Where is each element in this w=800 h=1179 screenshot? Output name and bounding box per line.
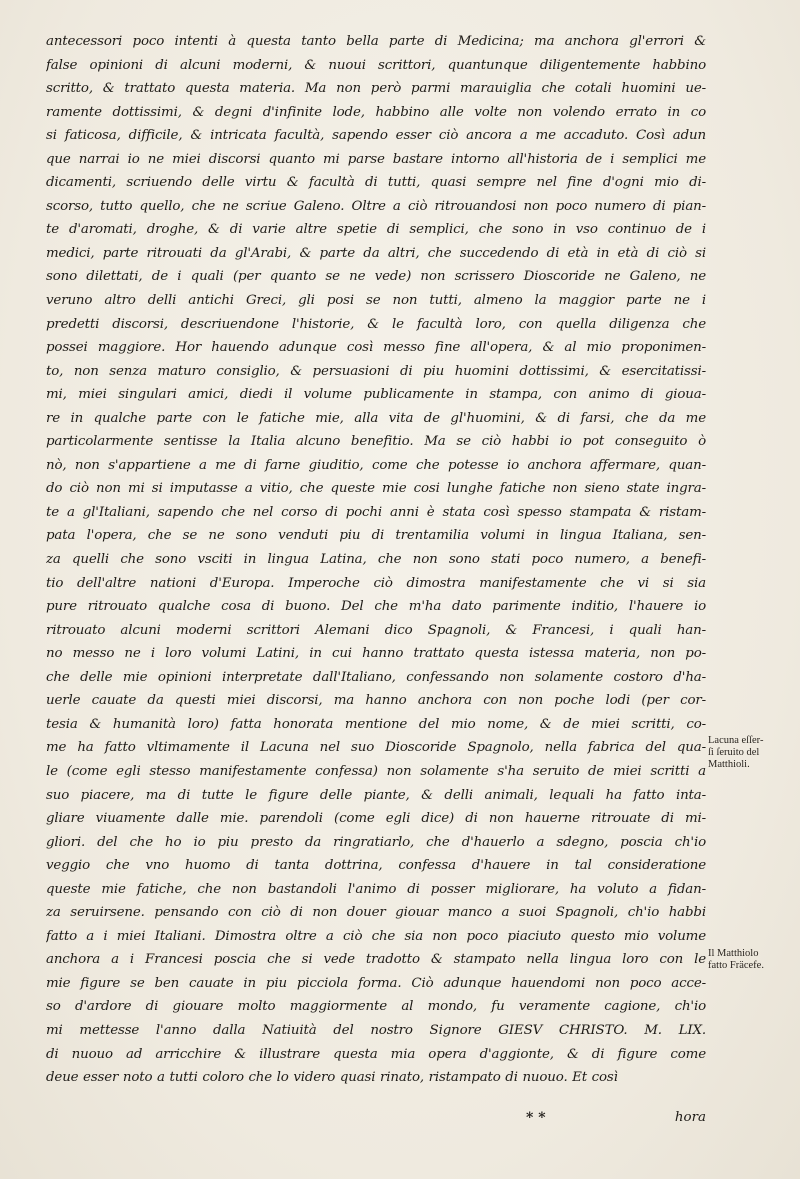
text-line: pata l'opera, che se ne sono venduti piu di trentamilia volumi in lingua Italiana, sen- [46,528,706,544]
text-line: mi mettesse l'anno dalla Natiuità del nostro Signore GIESV CHRISTO. M. LIX. [46,1022,706,1038]
body-text [46,30,706,1090]
text-line: scritto, & trattato questa materia. Ma non però parmi marauiglia che cotali huomini ue- [46,81,706,97]
text-line: mie figure se ben cauate in piu picciola forma. Ciò adunque hauendomi non poco acce- [46,975,706,991]
margin-note-line: fatto Fräcefe. [708,960,764,971]
text-line: che delle mie opinioni interpretate dall'Italiano, confessando non solamente costoro d'ha- [46,669,706,685]
text-line: queste mie fatiche, che non bastandoli l'animo di posser migliorare, ha voluto a fidan- [46,881,706,897]
text-line: za quelli che sono vsciti in lingua Latina, che non sono stati poco numero, a benefi- [46,552,706,568]
text-line: scorso, tutto quello, che ne scriue Galeno. Oltre a ciò ritrouandosi non poco numero di pian- [46,198,706,214]
text-line: le (come egli stesso manifestamente confessa) non solamente s'ha seruito de miei scritti a [46,763,706,779]
margin-note-line: Matthioli. [708,759,750,770]
text-line: to, non senza maturo consiglio, & persuasioni di piu huomini dottissimi, & esercitatissi- [46,363,706,379]
margin-note-line: Lacuna eſſer- [708,735,764,746]
text-line: anchora a i Francesi poscia che si vede tradotto & stampato nella lingua loro con le [46,952,706,968]
text-line: antecessori poco intenti à questa tanto bella parte di Medicina; ma anchora gl'errori & [46,34,706,49]
text-line: tio dell'altre nationi d'Europa. Imperoche ciò dimostra manifestamente che vi si sia [46,575,706,591]
text-line: veruno altro delli antichi Greci, gli posi se non tutti, almeno la maggior parte ne i [46,293,706,309]
catchword: hora [674,1110,706,1125]
text-line: medici, parte ritrouati da gl'Arabi, & parte da altri, che succedendo di età in età di ciò si [46,245,706,261]
text-line: re in qualche parte con le fatiche mie, alla vita de gl'huomini, & di farsi, che da me [46,410,706,426]
text-line: mi, miei singulari amici, diedi il volume publicamente in stampa, con animo di gioua- [46,387,706,403]
text-line: si faticosa, difficile, & intricata facultà, sapendo esser ciò ancora a me accaduto. Così adun [46,128,706,144]
text-line: sono dilettati, de i quali (per quanto se ne vede) non scrissero Dioscoride ne Galeno, ne [46,269,706,285]
margin-note-line: ſi ſeruito del [708,747,760,758]
page-footer [46,1110,706,1132]
text-line: do ciò non mi si imputasse a vitio, che queste mie cosi lunghe fatiche non sieno state ingra- [46,481,706,497]
margin-note-lacuna [708,735,796,771]
text-line: dicamenti, scriuendo delle virtu & facultà di tutti, quasi sempre nel fine d'ogni mio di- [46,175,706,191]
text-line: te d'aromati, droghe, & di varie altre spetie di semplici, che sono in vso continuo de i [46,222,706,238]
text-line: me ha fatto vltimamente il Lacuna nel suo Dioscoride Spagnolo, nella fabrica del qua- [46,740,706,756]
text-line: ramente dottissimi, & degni d'infinite lode, habbino alle volte non volendo errato in co [46,104,706,120]
text-line: di nuouo ad arricchire & illustrare questa mia opera d'aggionte, & di figure come [46,1046,706,1062]
signature-mark: * * [526,1110,546,1126]
text-line: particolarmente sentisse la Italia alcuno benefitio. Ma se ciò habbi io pot conseguito ò [46,434,706,450]
text-line: false opinioni di alcuni moderni, & nuoui scrittori, quantunque diligentemente habbino [46,57,706,73]
text-line: no messo ne i loro volumi Latini, in cui hanno trattato questa istessa materia, non po- [46,646,706,662]
text-line: so d'ardore di giouare molto maggiormente al mondo, fu veramente cagione, ch'io [46,999,706,1015]
text-line: za seruirsene. pensando con ciò di non douer giouar manco a suoi Spagnoli, ch'io habbi [46,905,706,921]
text-line: deue esser noto a tutti coloro che lo videro quasi rinato, ristampato di nuouo. Et così [46,1070,618,1086]
text-line: possei maggiore. Hor hauendo adunque così messo fine all'opera, & al mio proponimen- [46,340,706,356]
margin-note-french [708,948,796,972]
text-line: uerle cauate da questi miei discorsi, ma hanno anchora con non poche lodi (per cor- [46,693,706,709]
text-line: pure ritrouato qualche cosa di buono. Del che m'ha dato parimente inditio, l'hauere io [46,599,706,615]
text-line: que narrai io ne miei discorsi quanto mi parse bastare intorno all'historia de i semplici me [46,151,706,167]
text-line: tesia & humanità loro) fatta honorata mentione del mio nome, & de miei scritti, co- [46,716,706,732]
margin-note-line: Il Matthiolo [708,948,759,959]
text-line: suo piacere, ma di tutte le figure delle piante, & delli animali, lequali ha fatto inta- [46,787,706,803]
text-line: veggio che vno huomo di tanta dottrina, confessa d'hauere in tal consideratione [46,858,706,874]
text-line: nò, non s'appartiene a me di farne giuditio, come che potesse io anchora affermare, quan- [46,457,706,473]
text-line: predetti discorsi, descriuendone l'historie, & le facultà loro, con quella diligenza che [46,316,706,332]
text-line: fatto a i miei Italiani. Dimostra oltre a ciò che sia non poco piaciuto questo mio volume [46,928,706,944]
text-line: te a gl'Italiani, sapendo che nel corso di pochi anni è stata così spesso stampata & ristam- [46,504,706,520]
text-line: ritrouato alcuni moderni scrittori Alemani dico Spagnoli, & Francesi, i quali han- [46,622,706,638]
text-line: gliare viuamente dalle mie. parendoli (come egli dice) di non hauerne ritrouate di mi- [46,811,706,827]
text-line: gliori. del che ho io piu presto da ringratiarlo, che d'hauerlo a sdegno, poscia ch'io [46,834,706,850]
